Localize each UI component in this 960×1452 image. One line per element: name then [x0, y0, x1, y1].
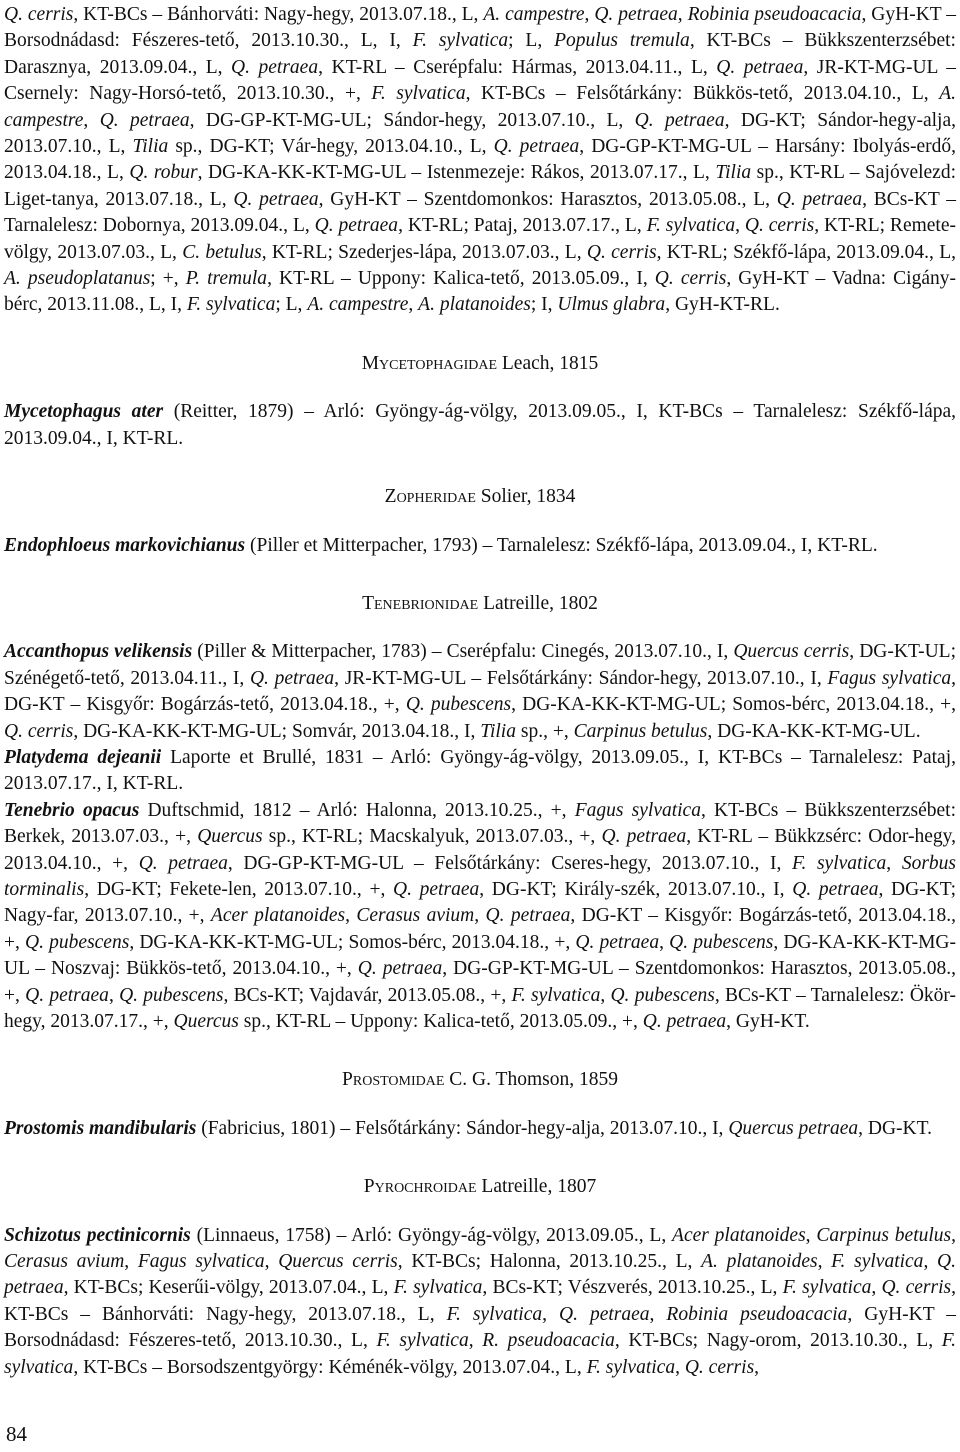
record-text: , DG-GP-KT-MG-UL; Sándor-hegy, 2013.07.10., L, [189, 109, 635, 131]
species-name: Prostomis mandibularis [4, 1117, 197, 1139]
species-name: Platydema dejeanii [4, 746, 162, 768]
record-text: , JR-KT-MG-UL – Csernely: Nagy-Horsó-tető, 2013.10.30., +, [4, 56, 956, 105]
record-text: (Piller & Mitterpacher, 1783) – Cserépfalu: Cinegés, 2013.07.10., I, [192, 641, 734, 663]
family-heading-mycetophagidae [4, 351, 956, 377]
record-text: (Fabricius, 1801) – Felsőtárkány: Sándor-hegy-alja, 2013.07.10., I, [196, 1117, 729, 1139]
record-text: , [805, 1224, 817, 1246]
taxon-name: Q. petraea [493, 136, 580, 158]
taxon-name: A. platanoides [701, 1251, 818, 1273]
taxon-name: Ulmus glabra [557, 294, 666, 316]
taxon-name: Q. petraea [716, 56, 804, 78]
record-text: (Linnaeus, 1758) – Arló: Gyöngy-ág-völgy, 2013.09.05., L, [190, 1224, 673, 1246]
record-text: , [817, 1251, 832, 1273]
taxon-name: Q. petraea [485, 905, 571, 927]
record-text: , [677, 4, 688, 25]
taxon-name: Q. petraea [99, 109, 190, 131]
record-text: , [600, 984, 611, 1006]
taxon-name: Sorbus torminalis [4, 852, 956, 900]
taxon-name: Cerasus avium [4, 1251, 125, 1273]
record-text: , DG-KA-KK-KT-MG-UL – Noszvaj: Bükkös-tető, 2013.04.10., +, [4, 931, 957, 980]
record-text: ; L, [508, 30, 555, 52]
record-text: , KT-RL – Bükkzsérc: Odor-hegy, 2013.04.10., +, [4, 826, 956, 874]
record-text: , DG-GP-KT-MG-UL – Szentdomonkos: Harasztos, 2013.05.08., +, [4, 958, 956, 1006]
record-text: sp., DG-KT; Vár-hegy, 2013.04.10., L, [168, 136, 494, 158]
family-author: Latreille, 1802 [478, 592, 598, 614]
record-text: Laporte et Brullé, 1831 – Arló: Gyöngy-ág-völgy, 2013.09.05., I, KT-BCs – Tarnalelesz: Pataj, 2013.07.17., I, KT-RL. [4, 746, 956, 795]
record-text: , DG-KT; Nagy-far, 2013.07.10., +, [4, 878, 957, 927]
family-author: Solier, 1834 [475, 486, 576, 508]
taxon-name: Q. cerris [586, 241, 657, 263]
taxon-name: Q. petraea [594, 4, 678, 25]
taxon-name: Q. petraea [233, 188, 319, 210]
taxon-name: Fagus sylvatica [137, 1251, 265, 1273]
record-text: , [408, 294, 419, 316]
record-text: , KT-RL; Székfő-lápa, 2013.09.04., L, [656, 241, 956, 263]
record-text: , BCs-KT – Tarnalelesz: Ökör-hegy, 2013.07.17., +, [4, 984, 956, 1032]
record-text: , GyH-KT – Szentdomonkos: Harasztos, 2013.05.08., L, [318, 188, 777, 210]
record-text: , JR-KT-MG-UL – Felsőtárkány: Sándor-hegy, 2013.07.10., I, [334, 667, 828, 689]
family-heading-pyrochroidae [4, 1174, 956, 1200]
taxon-name: Q. petraea [634, 109, 725, 131]
taxon-name: Q. petraea [575, 931, 660, 953]
family-name: Mycetophagidae [361, 352, 498, 374]
record-text: , GyH-KT. [726, 1011, 810, 1032]
record-text: , [871, 1277, 882, 1299]
record-text: (Reitter, 1879) – Arló: Gyöngy-ág-völgy, 2013.09.05., I, KT-BCs – Tarnalelesz: Székfő-lápa, 2013.09.04., I, KT-RL. [4, 401, 956, 449]
taxon-name: Robinia pseudoacacia [687, 4, 862, 25]
taxon-name: C. betulus [182, 241, 262, 263]
taxon-name: Q. cerris [4, 720, 74, 742]
record-text: , [264, 1251, 279, 1273]
taxon-name: Q. cerris [4, 4, 74, 25]
taxon-name: F. sylvatica [831, 1251, 924, 1273]
taxon-name: F. sylvatica [782, 1277, 872, 1299]
taxon-name: Q. pubescens [25, 931, 130, 953]
family-author: C. G. Thomson, 1859 [444, 1069, 618, 1091]
species-name: Accanthopus velikensis [4, 641, 193, 663]
record-text: , [675, 1356, 685, 1378]
page-number: 84 [6, 1422, 27, 1446]
record-text: , DG-KT – Kisgyőr: Bogárzás-tető, 2013.04.18., +, [4, 667, 957, 716]
species-name: Tenebrio opacus [4, 799, 140, 821]
record-text: , KT-RL – Cserépfalu: Hármas, 2013.04.11., L, [318, 56, 717, 78]
taxon-name: Acer platanoides [672, 1224, 806, 1246]
document-page [4, 2, 956, 1381]
record-text: ; L, [275, 294, 308, 316]
record-text: , DG-KA-KK-KT-MG-UL – Istenmezeje: Rákos, 2013.07.17., L, [197, 162, 716, 184]
record-text: sp., KT-RL – Uppony: Kalica-tető, 2013.05.09., +, [238, 1011, 643, 1032]
taxon-name: Acer platanoides [210, 905, 346, 927]
taxon-name: Q. petraea [393, 878, 480, 900]
family-author: Latreille, 1807 [476, 1176, 597, 1198]
taxon-name: Q. cerris [881, 1277, 952, 1299]
record-text: , DG-KA-KK-KT-MG-UL; Somvár, 2013.04.18., I, [73, 720, 481, 742]
taxon-name: Populus tremula [554, 30, 690, 52]
record-text: (Piller et Mitterpacher, 1793) – Tarnalelesz: Székfő-lápa, 2013.09.04., I, KT-RL. [245, 534, 878, 556]
record-text: , DG-GP-KT-MG-UL – Harsány: Ibolyás-erdő, 2013.04.18., L, [4, 136, 956, 184]
record-text: sp., +, [515, 720, 574, 742]
species-tenebrio-opacus [4, 798, 956, 1036]
taxon-name: Tilia [132, 136, 169, 158]
taxon-name: Tilia [480, 720, 516, 742]
record-text: , DG-KT-UL; Szénégető-tető, 2013.04.11., I, [4, 641, 956, 689]
taxon-name: A. pseudoplatanus [4, 268, 151, 290]
taxon-name: Quercus petraea [728, 1117, 859, 1139]
record-text: , [951, 1224, 956, 1246]
record-text: , KT-BCs – Borsodszentgyörgy: Kéménék-völgy, 2013.07.04., L, [73, 1356, 587, 1378]
record-text: , DG-KT; Király-szék, 2013.07.10., I, [479, 878, 793, 900]
record-text: , DG-KA-KK-KT-MG-UL. [707, 720, 921, 742]
taxon-name: Fagus sylvatica [827, 667, 952, 689]
record-text: , [923, 1251, 938, 1273]
family-name: Tenebrionidae [362, 592, 479, 614]
taxon-name: Carpinus betulus [573, 720, 708, 742]
record-text: , [108, 984, 120, 1006]
taxon-name: F. sylvatica [511, 984, 601, 1006]
taxon-name: Q. cerris [744, 215, 815, 237]
taxon-name: Q. petraea [601, 826, 687, 848]
record-text: , [659, 931, 670, 953]
record-text: , KT-BCs – Felsőtárkány: Bükkös-tető, 2013.04.10., L, [465, 83, 940, 105]
family-name: Pyrochroidae [363, 1176, 477, 1198]
taxon-name: Q. cerris [684, 1356, 755, 1378]
record-text: , DG-KT; Sándor-hegy-alja, 2013.07.10., L, [4, 109, 957, 158]
record-text: , KT-BCs – Bükkszenterzsébet: Berkek, 2013.07.03., +, [4, 799, 957, 848]
taxon-name: Robinia pseudoacacia [666, 1303, 848, 1325]
taxon-name: F. sylvatica [4, 1330, 956, 1378]
record-text: sp., KT-RL – Sajóvelezd: Liget-tanya, 2013.07.18., L, [4, 162, 957, 210]
record-text: , KT-RL; Remete-völgy, 2013.07.03., L, [4, 215, 956, 263]
taxon-name: Tilia [715, 162, 752, 184]
record-text: , KT-RL; Pataj, 2013.07.17., L, [398, 215, 647, 237]
taxon-name: F. sylvatica [446, 1303, 543, 1325]
taxon-name: Q. petraea [138, 852, 228, 874]
record-text: , DG-KA-KK-KT-MG-UL; Somos-bérc, 2013.04.18., +, [129, 931, 576, 953]
taxon-name: A. platanoides [418, 294, 531, 316]
record-text: , DG-KA-KK-KT-MG-UL; Somos-bérc, 2013.04.18., +, [511, 694, 956, 716]
taxon-name: Q. petraea [776, 188, 863, 210]
family-heading-zopheridae [4, 484, 956, 510]
taxon-name: F. sylvatica [371, 83, 466, 105]
taxon-name: Q. petraea [25, 984, 109, 1006]
record-text: , KT-BCs; Keserűi-völgy, 2013.07.04., L, [63, 1277, 394, 1299]
record-text: , [886, 852, 902, 874]
record-text: , KT-BCs; Nagy-orom, 2013.10.30., L, [614, 1330, 942, 1352]
taxon-name: F. sylvatica [393, 1277, 483, 1299]
record-text: , KT-RL – Uppony: Kalica-tető, 2013.05.09., I, [267, 268, 655, 290]
taxon-name: Quercus [197, 826, 263, 848]
record-text: , KT-BCs – Bánhorváti: Nagy-hegy, 2013.07.18., L, [4, 1277, 956, 1325]
taxon-name: F. sylvatica [186, 294, 276, 316]
record-text: , [649, 1303, 667, 1325]
taxon-name: A. campestre [4, 83, 956, 131]
record-text: sp., KT-RL; Macskalyuk, 2013.07.03., +, [262, 826, 602, 848]
taxon-name: Q. petraea [642, 1011, 727, 1032]
record-text: , [735, 215, 745, 237]
record-text: , [542, 1303, 560, 1325]
taxon-name: Fagus sylvatica [574, 799, 701, 821]
record-text: , KT-BCs; Halonna, 2013.10.25., L, [397, 1251, 702, 1273]
taxon-name: F. sylvatica [646, 215, 736, 237]
family-heading-tenebrionidae [4, 591, 956, 617]
family-name: Zopheridae [384, 486, 476, 508]
taxon-name: Q. pubescens [119, 984, 224, 1006]
record-text: , [474, 905, 486, 927]
taxon-name: Quercus cerris [278, 1251, 398, 1273]
record-text: , DG-GP-KT-MG-UL – Felsőtárkány: Cseres-hegy, 2013.07.10., I, [227, 852, 793, 874]
taxon-name: F. sylvatica [376, 1330, 469, 1352]
taxon-name: A. campestre [483, 4, 585, 25]
record-text: , BCs-KT; Vészverés, 2013.10.25., L, [482, 1277, 783, 1299]
taxon-name: Quercus [173, 1011, 239, 1032]
taxon-name: Q. pubescens [405, 694, 512, 716]
record-text: , GyH-KT – Borsodnádasd: Fészeres-tető, 2013.10.30., L, [4, 1303, 957, 1352]
species-platydema-dejeanii [4, 745, 956, 798]
species-accanthopus-velikensis [4, 639, 956, 745]
record-text: , DG-KT – Kisgyőr: Bogárzás-tető, 2013.04.18., +, [4, 905, 957, 953]
record-text: , DG-KT. [858, 1117, 932, 1139]
species-endophloeus-markovichianus [4, 533, 956, 559]
taxon-name: A. campestre [307, 294, 409, 316]
species-name: Schizotus pectinicornis [4, 1224, 191, 1246]
record-text: , GyH-KT – Borsodnádasd: Fészeres-tető, 2013.10.30., L, I, [4, 4, 957, 52]
record-text: , KT-BCs – Bánhorváti: Nagy-hegy, 2013.07.18., L, [73, 4, 484, 25]
record-text: , [468, 1330, 483, 1352]
record-text: , GyH-KT-RL. [665, 294, 780, 316]
record-text: ; +, [150, 268, 186, 290]
continued-records-paragraph [4, 2, 956, 319]
taxon-name: Q. pubescens [669, 931, 774, 953]
family-heading-prostomidae [4, 1067, 956, 1093]
record-text: Duftschmid, 1812 – Arló: Halonna, 2013.10.25., +, [139, 799, 575, 821]
record-text: ; I, [530, 294, 558, 316]
taxon-name: Quercus cerris [733, 641, 850, 663]
record-text: , [83, 109, 100, 131]
taxon-name: Q. petraea [357, 958, 443, 980]
record-text: , KT-BCs – Bükkszenterzsébet: Darasznya, 2013.09.04., L, [4, 30, 956, 78]
taxon-name: P. tremula [185, 268, 268, 290]
taxon-name: F. sylvatica [586, 1356, 676, 1378]
taxon-name: Carpinus betulus [816, 1224, 952, 1246]
taxon-name: F. sylvatica [792, 852, 887, 874]
record-text: , GyH-KT – Vadna: Cigány-bérc, 2013.11.08., L, I, [4, 268, 956, 316]
taxon-name: Q. pubescens [610, 984, 715, 1006]
taxon-name: Q. petraea [231, 56, 319, 78]
taxon-name: Cerasus avium [356, 905, 475, 927]
taxon-name: Q. cerris [654, 268, 727, 290]
record-text: , DG-KT; Fekete-len, 2013.07.10., +, [84, 878, 394, 900]
taxon-name: Q. petraea [249, 667, 335, 689]
species-name: Mycetophagus ater [4, 401, 164, 423]
family-author: Leach, 1815 [497, 352, 599, 374]
taxon-name: F. sylvatica [412, 30, 509, 52]
taxon-name: Q. petraea [4, 1251, 956, 1299]
record-text: , [754, 1356, 760, 1378]
species-schizotus-pectinicornis [4, 1223, 956, 1381]
species-name: Endophloeus markovichianus [4, 534, 246, 556]
record-text: , [124, 1251, 138, 1273]
taxon-name: Q. petraea [314, 215, 399, 237]
record-text: , BCs-KT – Tarnalelesz: Dobornya, 2013.09.04., L, [4, 188, 956, 237]
taxon-name: Q. robur [129, 162, 198, 184]
species-prostomis-mandibularis [4, 1116, 956, 1142]
taxon-name: Q. petraea [559, 1303, 650, 1325]
taxon-name: Q. petraea [792, 878, 879, 900]
taxon-name: R. pseudoacacia [482, 1330, 615, 1352]
species-mycetophagus-ater [4, 399, 956, 452]
record-text: , [584, 4, 595, 25]
record-text: , [345, 905, 357, 927]
family-name: Prostomidae [342, 1069, 445, 1091]
record-text: , BCs-KT; Vajdavár, 2013.05.08., +, [223, 984, 512, 1006]
record-text: , KT-RL; Szederjes-lápa, 2013.07.03., L, [261, 241, 587, 263]
